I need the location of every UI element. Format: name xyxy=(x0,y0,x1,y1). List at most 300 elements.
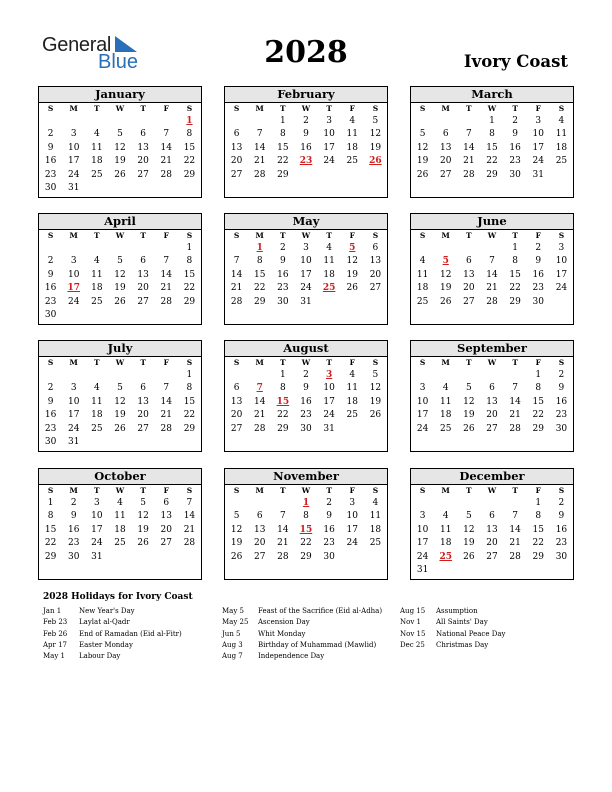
empty-day-cell xyxy=(457,242,480,255)
week-row xyxy=(411,115,573,128)
weekday-label: S xyxy=(372,358,379,367)
day-cell: 14 xyxy=(486,269,498,280)
holiday-name: National Peace Day xyxy=(436,629,506,638)
day-cell: 27 xyxy=(137,296,149,307)
day-cell: 21 xyxy=(509,410,521,421)
day-cell: 1 xyxy=(535,370,542,380)
day-cell: 15 xyxy=(253,269,266,280)
day-cell: 24 xyxy=(532,156,544,167)
day-cell: 13 xyxy=(230,142,243,153)
empty-day-cell xyxy=(434,497,457,510)
day-cell: 7 xyxy=(233,256,240,267)
day-cell: 6 xyxy=(489,383,495,394)
holiday-list-column xyxy=(43,606,182,662)
day-cell: 6 xyxy=(140,129,146,140)
day-cell: 21 xyxy=(509,538,521,549)
day-cell: 14 xyxy=(253,142,266,153)
day-cell: 24 xyxy=(67,169,80,180)
calendar-year: 2028 xyxy=(264,35,348,70)
weekday-label: W xyxy=(115,486,125,495)
day-cell: 3 xyxy=(558,243,565,253)
weekday-label: M xyxy=(441,104,450,113)
weekday-label: T xyxy=(466,358,472,367)
day-cell: 10 xyxy=(67,396,80,407)
holiday-list-item xyxy=(222,606,382,617)
day-cell: 12 xyxy=(463,524,475,535)
empty-day-cell xyxy=(411,497,434,510)
week-row xyxy=(39,255,201,268)
day-cell: 5 xyxy=(465,511,472,522)
day-cell: 19 xyxy=(463,538,475,549)
day-cell: 8 xyxy=(47,511,54,522)
day-cell: 2 xyxy=(70,498,77,508)
day-cell: 26 xyxy=(230,551,243,562)
week-row xyxy=(39,182,201,195)
day-cell: 28 xyxy=(160,296,172,307)
day-cell: 2 xyxy=(303,116,309,126)
day-cell: 16 xyxy=(323,524,335,535)
holiday-date: Dec 25 xyxy=(400,640,425,649)
holiday-list-item xyxy=(43,640,182,651)
day-cell: 17 xyxy=(346,524,358,535)
day-cell: 28 xyxy=(160,169,172,180)
day-cell: 10 xyxy=(67,269,80,280)
holiday-day-cell: 5 xyxy=(349,243,356,253)
weekday-label: M xyxy=(441,358,450,367)
week-row xyxy=(39,497,201,510)
day-cell: 9 xyxy=(303,383,309,394)
empty-day-cell xyxy=(178,436,201,449)
day-cell: 30 xyxy=(300,423,312,434)
holiday-date: Aug 7 xyxy=(222,652,243,661)
weekday-label: T xyxy=(466,231,472,240)
week-row xyxy=(225,128,387,141)
country-name: Ivory Coast xyxy=(463,52,568,71)
empty-day-cell xyxy=(411,369,434,382)
weekday-label: T xyxy=(326,358,332,367)
empty-day-cell xyxy=(434,564,457,577)
holiday-day-cell: 1 xyxy=(186,116,193,126)
weekday-label: S xyxy=(558,104,565,113)
day-cell: 27 xyxy=(230,169,243,180)
weekday-label: T xyxy=(512,358,518,367)
empty-day-cell xyxy=(85,182,108,195)
day-cell: 31 xyxy=(67,182,80,193)
empty-day-cell xyxy=(108,242,131,255)
weekday-label: T xyxy=(512,231,518,240)
day-cell: 13 xyxy=(486,524,498,535)
week-row xyxy=(411,169,573,182)
weekday-label: S xyxy=(372,231,379,240)
holidays-section xyxy=(43,590,583,661)
day-cell: 6 xyxy=(465,256,472,267)
day-cell: 12 xyxy=(114,396,126,407)
holiday-list-item xyxy=(43,651,182,662)
day-cell: 6 xyxy=(256,511,263,522)
month-title: October xyxy=(39,469,201,485)
week-row xyxy=(39,296,201,309)
day-cell: 27 xyxy=(486,551,498,562)
weekday-label: W xyxy=(115,231,125,240)
week-row xyxy=(39,396,201,409)
day-cell: 18 xyxy=(439,410,452,421)
day-cell: 20 xyxy=(137,410,149,421)
weekday-label: T xyxy=(94,486,100,495)
weekday-header-row xyxy=(39,103,201,115)
weekday-label: S xyxy=(372,486,379,495)
weekday-label: T xyxy=(140,486,146,495)
day-cell: 10 xyxy=(416,524,429,535)
day-cell: 9 xyxy=(47,396,54,407)
day-cell: 8 xyxy=(279,129,286,140)
day-cell: 7 xyxy=(256,129,263,140)
empty-day-cell xyxy=(341,296,364,309)
day-cell: 13 xyxy=(369,256,382,267)
empty-day-cell xyxy=(155,242,178,255)
empty-day-cell xyxy=(364,296,387,309)
day-cell: 4 xyxy=(349,116,356,126)
day-cell: 30 xyxy=(44,309,57,320)
day-cell: 31 xyxy=(532,169,544,180)
empty-day-cell xyxy=(132,309,155,322)
day-cell: 22 xyxy=(532,410,544,421)
empty-day-cell xyxy=(550,169,573,182)
weekday-label: S xyxy=(558,231,565,240)
day-cell: 21 xyxy=(253,156,266,167)
day-cell: 26 xyxy=(463,423,475,434)
day-cell: 12 xyxy=(416,142,429,153)
empty-day-cell xyxy=(108,551,131,564)
day-cell: 30 xyxy=(555,423,568,434)
empty-day-cell xyxy=(527,564,550,577)
day-cell: 25 xyxy=(346,410,358,421)
week-row xyxy=(411,296,573,309)
empty-day-cell xyxy=(550,564,573,577)
day-cell: 27 xyxy=(137,169,149,180)
month-title: May xyxy=(225,214,387,230)
day-cell: 7 xyxy=(512,383,518,394)
day-cell: 21 xyxy=(160,410,172,421)
day-cell: 22 xyxy=(532,538,544,549)
day-cell: 25 xyxy=(91,169,103,180)
month-february xyxy=(224,86,388,198)
day-cell: 8 xyxy=(489,129,495,140)
week-row xyxy=(225,296,387,309)
day-cell: 11 xyxy=(346,129,358,140)
weekday-header-row xyxy=(225,357,387,369)
day-cell: 8 xyxy=(186,383,193,394)
day-cell: 13 xyxy=(160,511,172,522)
day-cell: 19 xyxy=(463,410,475,421)
week-row xyxy=(39,169,201,182)
day-cell: 3 xyxy=(419,383,426,394)
empty-day-cell xyxy=(225,497,248,510)
day-cell: 18 xyxy=(91,283,103,294)
empty-day-cell xyxy=(108,309,131,322)
day-cell: 19 xyxy=(137,524,149,535)
weekday-label: T xyxy=(326,104,332,113)
holiday-date: Jan 1 xyxy=(43,607,62,615)
day-cell: 1 xyxy=(47,498,54,508)
empty-day-cell xyxy=(341,423,364,436)
empty-day-cell xyxy=(155,309,178,322)
day-cell: 11 xyxy=(91,396,103,407)
week-row xyxy=(39,409,201,422)
day-cell: 23 xyxy=(555,538,568,549)
day-cell: 15 xyxy=(183,142,196,153)
day-cell: 15 xyxy=(277,142,289,153)
day-cell: 10 xyxy=(91,511,103,522)
empty-day-cell xyxy=(480,564,503,577)
week-row xyxy=(411,255,573,268)
holiday-date: Aug 3 xyxy=(222,640,243,649)
day-cell: 13 xyxy=(486,396,498,407)
day-cell: 19 xyxy=(369,396,382,407)
empty-day-cell xyxy=(434,242,457,255)
day-cell: 16 xyxy=(300,142,312,153)
weekday-header-row xyxy=(411,357,573,369)
day-cell: 25 xyxy=(369,538,382,549)
day-cell: 27 xyxy=(160,538,172,549)
week-row xyxy=(39,510,201,523)
day-cell: 20 xyxy=(439,156,452,167)
day-cell: 18 xyxy=(439,538,452,549)
day-cell: 22 xyxy=(486,156,498,167)
day-cell: 22 xyxy=(183,410,196,421)
week-row xyxy=(225,551,387,564)
weekday-label: T xyxy=(512,104,518,113)
week-row xyxy=(411,142,573,155)
day-cell: 7 xyxy=(279,511,286,522)
day-cell: 10 xyxy=(300,256,312,267)
month-title: November xyxy=(225,469,387,485)
day-cell: 14 xyxy=(160,269,172,280)
weekday-label: S xyxy=(186,231,193,240)
day-cell: 6 xyxy=(489,511,495,522)
weekday-label: T xyxy=(94,231,100,240)
day-cell: 26 xyxy=(346,283,358,294)
day-cell: 25 xyxy=(416,296,429,307)
weekday-label: T xyxy=(326,231,332,240)
week-row xyxy=(225,142,387,155)
holiday-date: Apr 17 xyxy=(43,640,68,649)
day-cell: 29 xyxy=(183,169,196,180)
day-cell: 30 xyxy=(509,169,521,180)
day-cell: 24 xyxy=(67,296,80,307)
empty-day-cell xyxy=(62,309,85,322)
day-cell: 27 xyxy=(230,423,243,434)
holiday-day-cell: 5 xyxy=(442,256,449,267)
empty-day-cell xyxy=(480,369,503,382)
day-cell: 9 xyxy=(535,256,542,267)
day-cell: 2 xyxy=(47,129,54,140)
day-cell: 18 xyxy=(114,524,126,535)
day-cell: 19 xyxy=(416,156,429,167)
day-cell: 19 xyxy=(114,156,126,167)
holiday-list-item xyxy=(222,617,382,628)
day-cell: 16 xyxy=(555,524,568,535)
holiday-day-cell: 1 xyxy=(302,498,310,508)
day-cell: 22 xyxy=(183,156,196,167)
week-row xyxy=(39,537,201,550)
holiday-name: Ascension Day xyxy=(258,618,310,627)
day-cell: 15 xyxy=(486,142,498,153)
day-cell: 28 xyxy=(183,538,196,549)
day-cell: 4 xyxy=(93,129,100,140)
day-cell: 17 xyxy=(300,269,312,280)
week-row xyxy=(225,242,387,255)
week-row xyxy=(39,142,201,155)
day-cell: 31 xyxy=(416,564,429,575)
weekday-label: F xyxy=(535,358,541,367)
day-cell: 28 xyxy=(486,296,498,307)
weekday-label: M xyxy=(255,486,264,495)
holiday-name: End of Ramadan (Eid al-Fitr) xyxy=(79,629,182,638)
day-cell: 29 xyxy=(532,551,544,562)
holiday-list-item xyxy=(222,651,382,662)
empty-day-cell xyxy=(155,551,178,564)
holiday-day-cell: 26 xyxy=(369,156,382,167)
day-cell: 24 xyxy=(346,538,358,549)
weekday-label: S xyxy=(47,104,54,113)
day-cell: 4 xyxy=(93,256,100,267)
empty-day-cell xyxy=(318,169,341,182)
month-title: March xyxy=(411,87,573,103)
weekday-label: W xyxy=(115,104,125,113)
day-cell: 31 xyxy=(323,423,335,434)
empty-day-cell xyxy=(132,242,155,255)
weekday-label: T xyxy=(466,486,472,495)
week-row xyxy=(411,409,573,422)
week-row xyxy=(39,269,201,282)
week-row xyxy=(225,269,387,282)
day-cell: 11 xyxy=(439,396,452,407)
day-cell: 14 xyxy=(277,524,289,535)
day-cell: 19 xyxy=(114,410,126,421)
day-cell: 31 xyxy=(67,436,80,447)
day-cell: 24 xyxy=(323,410,335,421)
day-cell: 30 xyxy=(277,296,289,307)
empty-day-cell xyxy=(108,182,131,195)
weekday-label: S xyxy=(419,486,426,495)
day-cell: 9 xyxy=(558,383,565,394)
week-row xyxy=(225,396,387,409)
empty-day-cell xyxy=(132,436,155,449)
day-cell: 9 xyxy=(47,142,54,153)
week-row xyxy=(411,524,573,537)
weekday-label: W xyxy=(487,486,497,495)
day-cell: 3 xyxy=(419,511,426,522)
day-cell: 13 xyxy=(230,396,243,407)
day-cell: 30 xyxy=(323,551,335,562)
day-cell: 24 xyxy=(416,423,429,434)
empty-day-cell xyxy=(132,551,155,564)
empty-day-cell xyxy=(504,369,527,382)
day-cell: 9 xyxy=(326,511,332,522)
day-cell: 24 xyxy=(67,423,80,434)
empty-day-cell xyxy=(248,497,271,510)
empty-day-cell xyxy=(85,115,108,128)
holiday-list-item xyxy=(400,629,505,640)
day-cell: 14 xyxy=(183,511,196,522)
day-cell: 13 xyxy=(137,269,149,280)
day-cell: 12 xyxy=(137,511,149,522)
empty-day-cell xyxy=(248,115,271,128)
empty-day-cell xyxy=(39,115,62,128)
day-cell: 15 xyxy=(44,524,57,535)
day-cell: 23 xyxy=(532,283,544,294)
week-row xyxy=(39,382,201,395)
day-cell: 2 xyxy=(558,370,565,380)
weekday-label: M xyxy=(69,486,78,495)
day-cell: 16 xyxy=(67,524,80,535)
weekday-label: T xyxy=(94,358,100,367)
empty-day-cell xyxy=(457,564,480,577)
empty-day-cell xyxy=(155,182,178,195)
holiday-date: Jun 5 xyxy=(222,629,241,638)
day-cell: 28 xyxy=(463,169,475,180)
day-cell: 14 xyxy=(160,396,172,407)
holiday-list-column xyxy=(400,606,505,651)
weekday-label: S xyxy=(558,358,565,367)
day-cell: 2 xyxy=(558,498,565,508)
holiday-list-item xyxy=(222,629,382,640)
week-row xyxy=(39,155,201,168)
day-cell: 5 xyxy=(465,383,472,394)
day-cell: 8 xyxy=(186,256,193,267)
day-cell: 15 xyxy=(532,524,544,535)
day-cell: 20 xyxy=(486,410,498,421)
week-row xyxy=(39,115,201,128)
holiday-name: Independence Day xyxy=(258,652,325,661)
week-row xyxy=(225,497,387,510)
day-cell: 25 xyxy=(114,538,126,549)
day-cell: 11 xyxy=(439,524,452,535)
day-cell: 29 xyxy=(486,169,498,180)
day-cell: 29 xyxy=(183,296,196,307)
day-cell: 22 xyxy=(183,283,196,294)
month-july xyxy=(38,340,202,452)
empty-day-cell xyxy=(411,242,434,255)
weekday-label: M xyxy=(69,104,78,113)
day-cell: 16 xyxy=(44,410,57,421)
day-cell: 17 xyxy=(416,410,429,421)
week-row xyxy=(411,564,573,577)
week-row xyxy=(225,409,387,422)
holiday-list-item xyxy=(400,606,505,617)
day-cell: 29 xyxy=(509,296,521,307)
holiday-date: Nov 15 xyxy=(400,629,426,638)
day-cell: 16 xyxy=(532,269,544,280)
day-cell: 3 xyxy=(70,129,77,140)
day-cell: 4 xyxy=(372,498,379,508)
weekday-label: M xyxy=(255,104,264,113)
day-cell: 28 xyxy=(509,423,521,434)
empty-day-cell xyxy=(155,115,178,128)
day-cell: 24 xyxy=(555,283,568,294)
weekday-label: W xyxy=(301,358,311,367)
day-cell: 5 xyxy=(233,511,240,522)
empty-day-cell xyxy=(85,309,108,322)
week-row xyxy=(225,115,387,128)
day-cell: 26 xyxy=(439,296,452,307)
day-cell: 18 xyxy=(91,156,103,167)
empty-day-cell xyxy=(341,551,364,564)
weekday-label: S xyxy=(233,104,240,113)
day-cell: 23 xyxy=(509,156,521,167)
day-cell: 16 xyxy=(277,269,289,280)
day-cell: 21 xyxy=(183,524,196,535)
